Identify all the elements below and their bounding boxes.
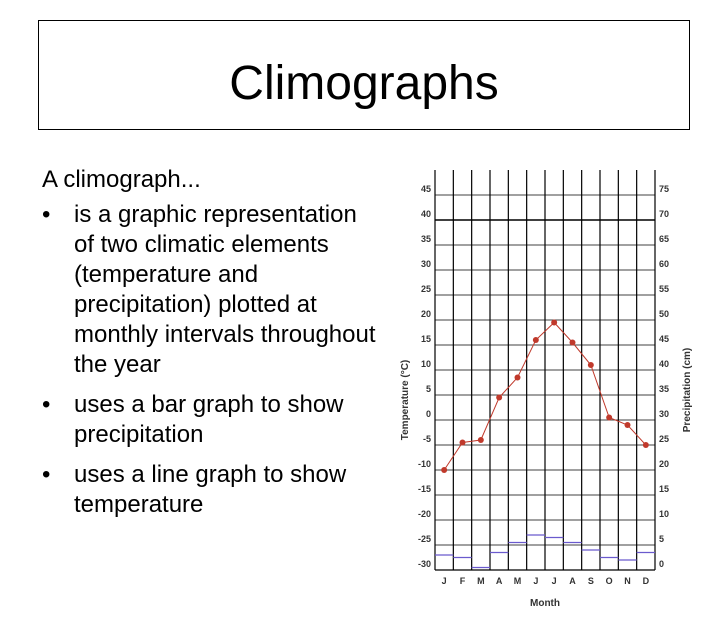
y-tick-label: -15 (417, 484, 431, 494)
temperature-point (478, 437, 484, 443)
y2-tick-label: 75 (659, 184, 670, 194)
y-tick-label: 30 (420, 259, 431, 269)
y2-tick-label: 45 (659, 334, 670, 344)
temperature-point (515, 375, 521, 381)
x-tick-label: O (605, 576, 613, 586)
bullet-icon: • (42, 391, 51, 418)
x-tick-label: F (459, 576, 466, 586)
y-tick-label: 10 (420, 359, 431, 369)
y2-tick-label: 15 (659, 484, 670, 494)
y-tick-label: 35 (420, 234, 431, 244)
y-tick-label: 15 (420, 334, 431, 344)
bullet-text: is a graphic representation of two climatic elements (temperature and precipitation) plotted at monthly intervals throughout the year (74, 201, 376, 378)
y2-tick-label: 70 (659, 209, 670, 219)
x-tick-label: J (441, 576, 447, 586)
x-tick-label: A (569, 576, 576, 586)
title-box (38, 20, 690, 130)
slide-title: Climographs (229, 56, 499, 110)
x-tick-label: M (477, 576, 485, 586)
temperature-point (441, 467, 447, 473)
x-tick-label: A (495, 576, 503, 586)
y-tick-label: -10 (417, 459, 431, 469)
y2-tick-label: 30 (659, 409, 670, 419)
y2-tick-label: 0 (659, 559, 665, 569)
y-tick-label: 45 (420, 184, 431, 194)
y2-tick-label: 55 (659, 284, 670, 294)
x-tick-label: N (624, 576, 631, 586)
y-tick-label: -25 (417, 534, 431, 544)
y2-tick-label: 35 (659, 384, 670, 394)
temperature-point (551, 320, 557, 326)
y-tick-label: -5 (422, 434, 431, 444)
y2-axis-label: Precipitation (cm) (682, 347, 693, 433)
y2-tick-label: 20 (659, 459, 670, 469)
temperature-point (460, 440, 466, 446)
bullet-item (42, 460, 382, 520)
y-tick-label: -30 (417, 559, 431, 569)
temperature-point (643, 442, 649, 448)
climograph-chart (390, 170, 720, 620)
temperature-point (570, 340, 576, 346)
bullet-list (42, 200, 382, 530)
x-tick-label: S (587, 576, 594, 586)
y2-tick-label: 40 (659, 359, 670, 369)
y-tick-label: 25 (420, 284, 431, 294)
y2-tick-label: 50 (659, 309, 670, 319)
y-tick-label: 5 (425, 384, 431, 394)
intro-text: A climograph... (42, 166, 201, 193)
y-tick-label: 40 (420, 209, 431, 219)
y-axis-label: Temperature (°C) (400, 359, 411, 441)
x-tick-label: J (551, 576, 557, 586)
temperature-point (588, 362, 594, 368)
bullet-icon: • (42, 201, 51, 228)
x-tick-label: J (533, 576, 539, 586)
temperature-point (496, 395, 502, 401)
y-tick-label: 20 (420, 309, 431, 319)
y-tick-label: 0 (425, 409, 431, 419)
y-tick-label: -20 (417, 509, 431, 519)
bullet-text: uses a line graph to show temperature (74, 461, 347, 518)
y2-tick-label: 5 (659, 534, 665, 544)
x-tick-label: M (513, 576, 522, 586)
bullet-item (42, 200, 382, 380)
temperature-point (625, 422, 631, 428)
y2-tick-label: 25 (659, 434, 670, 444)
y2-tick-label: 60 (659, 259, 670, 269)
x-tick-label: D (642, 576, 650, 586)
bullet-text: uses a bar graph to show precipitation (74, 391, 344, 448)
y2-tick-label: 65 (659, 234, 670, 244)
temperature-point (533, 337, 539, 343)
y2-tick-label: 10 (659, 509, 670, 519)
bullet-item (42, 390, 382, 450)
bullet-icon: • (42, 461, 51, 488)
x-axis-label: Month (530, 598, 560, 609)
temperature-point (606, 415, 612, 421)
